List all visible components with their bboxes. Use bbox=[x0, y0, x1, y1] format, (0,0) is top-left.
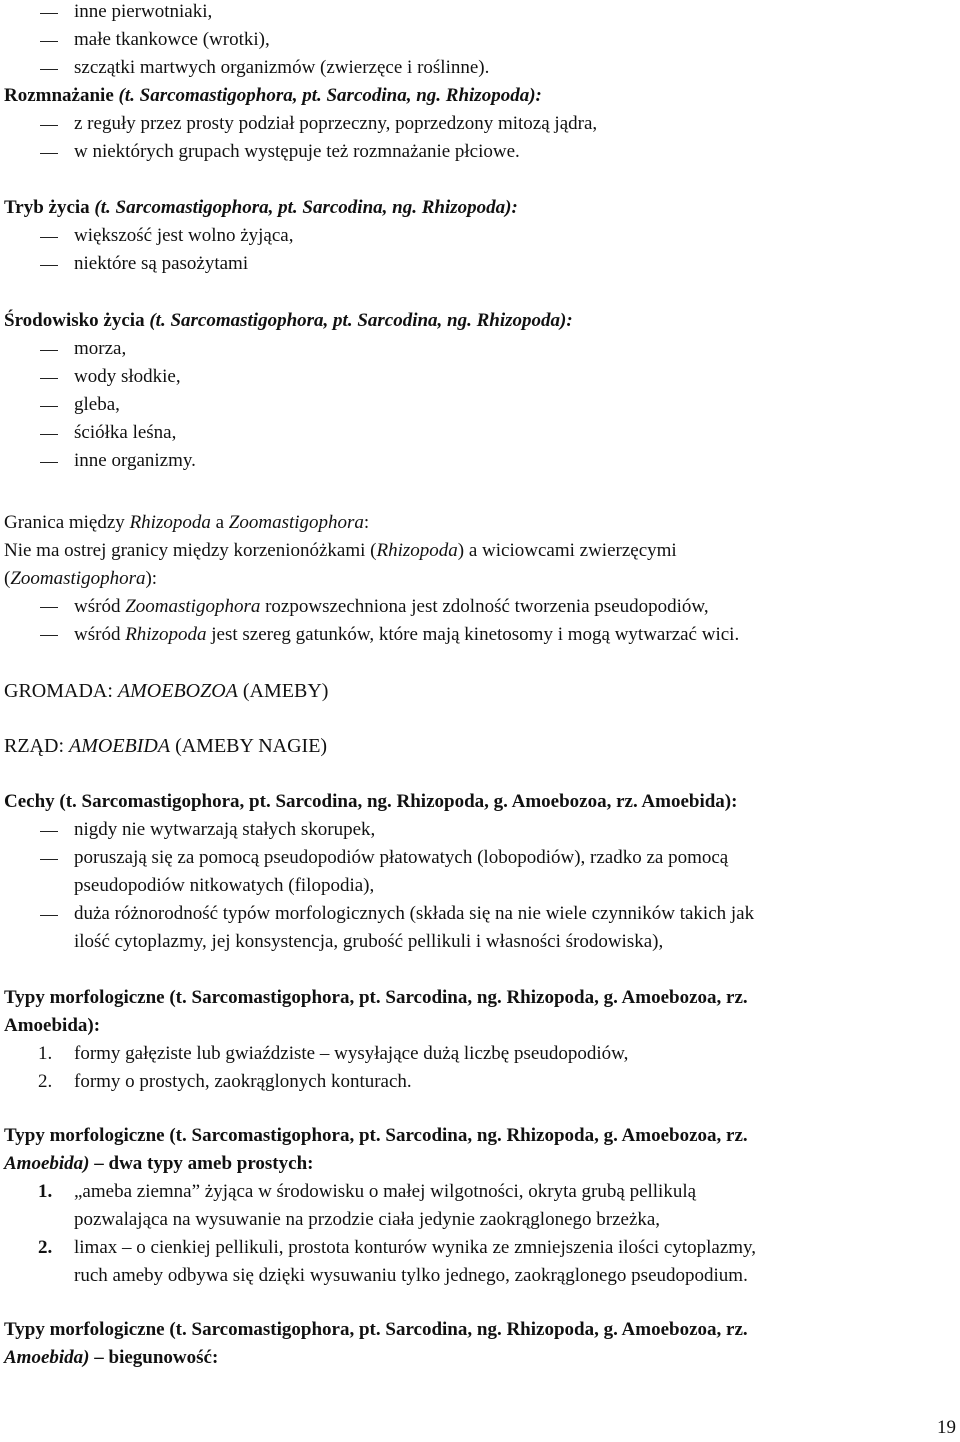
section-heading-cechy bbox=[4, 788, 944, 816]
list-item bbox=[74, 621, 944, 649]
heading-taxonomy: (t. Sarcomastigophora, pt. Sarcodina, ng. Rhizopoda): bbox=[94, 197, 518, 218]
dash-bullet bbox=[40, 607, 58, 608]
text: (AMEBY) bbox=[237, 680, 329, 702]
list-item: wody słodkie, bbox=[74, 366, 181, 387]
list-item: inne pierwotniaki, bbox=[74, 1, 213, 22]
heading-taxonomy: (t. Sarcomastigophora, pt. Sarcodina, ng. Rhizopoda, g. Amoebozoa, rz. bbox=[169, 1125, 748, 1146]
taxon-name: Zoomastigophora bbox=[125, 596, 261, 617]
dash-bullet bbox=[40, 831, 58, 832]
heading-taxonomy: (t. Sarcomastigophora, pt. Sarcodina, ng. Rhizopoda, g. Amoebozoa, rz. Amoebida): bbox=[59, 791, 738, 812]
taxon-name: Rhizopoda bbox=[376, 540, 458, 561]
dash-bullet bbox=[40, 41, 58, 42]
list-item: formy o prostych, zaokrąglonych konturach. bbox=[74, 1071, 412, 1092]
rzad-heading bbox=[4, 732, 944, 760]
taxon-name: AMOEBOZOA bbox=[117, 680, 238, 702]
paragraph-line bbox=[4, 537, 944, 565]
dash-bullet bbox=[40, 378, 58, 379]
section-heading-typy-2 bbox=[4, 1122, 944, 1150]
heading-text: : bbox=[363, 512, 370, 533]
dash-bullet bbox=[40, 237, 58, 238]
taxon-name: Rhizopoda bbox=[129, 512, 211, 533]
section-heading-granica bbox=[4, 509, 944, 537]
heading-label: Typy morfologiczne bbox=[4, 1319, 165, 1340]
list-item-continuation: pozwalająca na wysuwanie na przodzie ciała jedynie zaokrąglonego brzeżka, bbox=[74, 1209, 661, 1230]
paragraph-line bbox=[4, 565, 944, 593]
dash-bullet bbox=[40, 69, 58, 70]
section-heading-srodowisko bbox=[4, 307, 944, 335]
dash-bullet bbox=[40, 859, 58, 860]
page-number: 19 bbox=[937, 1417, 956, 1438]
list-item-continuation: ilość cytoplazmy, jej konsystencja, grubość pellikuli i własności środowiska), bbox=[74, 931, 664, 952]
heading-taxonomy: Amoebida): bbox=[4, 1015, 101, 1036]
heading-label: Typy morfologiczne bbox=[4, 987, 165, 1008]
dash-bullet bbox=[40, 915, 58, 916]
list-item: gleba, bbox=[74, 394, 120, 415]
dash-bullet bbox=[40, 125, 58, 126]
list-item: nigdy nie wytwarzają stałych skorupek, bbox=[74, 819, 376, 840]
dash-bullet bbox=[40, 462, 58, 463]
dash-bullet bbox=[40, 265, 58, 266]
list-item: „ameba ziemna” żyjąca w środowisku o małej wilgotności, okryta grubą pellikulą bbox=[74, 1181, 697, 1202]
heading-taxonomy: (t. Sarcomastigophora, pt. Sarcodina, ng. Rhizopoda): bbox=[149, 310, 573, 331]
taxon-name: Rhizopoda bbox=[125, 624, 207, 645]
taxon-name: AMOEBIDA bbox=[69, 735, 171, 757]
heading-label: Cechy bbox=[4, 791, 55, 812]
section-heading-typy-3 bbox=[4, 1316, 944, 1344]
list-item: inne organizmy. bbox=[74, 450, 196, 471]
dash-bullet bbox=[40, 406, 58, 407]
heading-text: a bbox=[210, 512, 229, 533]
list-number: 2. bbox=[38, 1071, 53, 1092]
list-item bbox=[74, 593, 944, 621]
heading-taxonomy: (t. Sarcomastigophora, pt. Sarcodina, ng. Rhizopoda, g. Amoebozoa, rz. bbox=[169, 987, 748, 1008]
dash-bullet bbox=[40, 153, 58, 154]
section-heading-rozmnazanie bbox=[4, 82, 944, 110]
text: wśród bbox=[74, 596, 126, 617]
taxon-name: Zoomastigophora bbox=[228, 512, 364, 533]
heading-label: Typy morfologiczne bbox=[4, 1125, 165, 1146]
section-heading-typy-1 bbox=[4, 984, 944, 1012]
heading-taxonomy: (t. Sarcomastigophora, pt. Sarcodina, ng. Rhizopoda, g. Amoebozoa, rz. bbox=[169, 1319, 748, 1340]
list-item: limax – o cienkiej pellikuli, prostota konturów wynika ze zmniejszenia ilości cytoplazmy, bbox=[74, 1237, 757, 1258]
text: Nie ma ostrej granicy między korzenionóżkami ( bbox=[4, 540, 377, 561]
list-item-continuation: pseudopodiów nitkowatych (filopodia), bbox=[74, 875, 375, 896]
text: (AMEBY NAGIE) bbox=[170, 735, 328, 757]
text: RZĄD: bbox=[4, 735, 69, 757]
dash-bullet bbox=[40, 350, 58, 351]
list-item: małe tkankowce (wrotki), bbox=[74, 29, 270, 50]
text: GROMADA: bbox=[4, 680, 118, 702]
dash-bullet bbox=[40, 13, 58, 14]
text: ) a wiciowcami zwierzęcymi bbox=[457, 540, 677, 561]
dash-bullet bbox=[40, 635, 58, 636]
heading-taxonomy: Amoebida) bbox=[4, 1347, 90, 1368]
list-item: w niektórych grupach występuje też rozmnażanie płciowe. bbox=[74, 141, 520, 162]
heading-taxonomy: (t. Sarcomastigophora, pt. Sarcodina, ng. Rhizopoda): bbox=[118, 85, 542, 106]
heading-label: Środowisko życia bbox=[4, 310, 145, 331]
list-number: 2. bbox=[38, 1237, 53, 1258]
gromada-heading bbox=[4, 677, 944, 705]
list-item: formy gałęziste lub gwiaździste – wysyłające dużą liczbę pseudopodiów, bbox=[74, 1043, 629, 1064]
heading-text: – dwa typy ameb prostych: bbox=[89, 1153, 314, 1174]
list-item: morza, bbox=[74, 338, 127, 359]
text: jest szereg gatunków, które mają kinetosomy i mogą wytwarzać wici. bbox=[206, 624, 740, 645]
list-item: większość jest wolno żyjąca, bbox=[74, 225, 294, 246]
list-item: poruszają się za pomocą pseudopodiów płatowatych (lobopodiów), rzadko za pomocą bbox=[74, 847, 729, 868]
heading-continuation bbox=[4, 1012, 944, 1040]
list-number: 1. bbox=[38, 1043, 53, 1064]
text: ( bbox=[4, 568, 11, 589]
list-item: niektóre są pasożytami bbox=[74, 253, 249, 274]
section-heading-tryb-zycia bbox=[4, 194, 944, 222]
list-item: szczątki martwych organizmów (zwierzęce i roślinne). bbox=[74, 57, 490, 78]
text: ): bbox=[145, 568, 158, 589]
heading-text: Granica między bbox=[4, 512, 130, 533]
heading-text: – biegunowość: bbox=[89, 1347, 219, 1368]
text: rozpowszechniona jest zdolność tworzenia pseudopodiów, bbox=[260, 596, 709, 617]
heading-taxonomy: Amoebida) bbox=[4, 1153, 90, 1174]
heading-label: Rozmnażanie bbox=[4, 85, 114, 106]
heading-label: Tryb życia bbox=[4, 197, 90, 218]
heading-continuation bbox=[4, 1344, 944, 1372]
list-item-continuation: ruch ameby odbywa się dzięki wysuwaniu tylko jednego, zaokrąglonego pseudopodium. bbox=[74, 1265, 748, 1286]
list-number: 1. bbox=[38, 1181, 53, 1202]
list-item: duża różnorodność typów morfologicznych (składa się na nie wiele czynników takich jak bbox=[74, 903, 755, 924]
dash-bullet bbox=[40, 434, 58, 435]
text: wśród bbox=[74, 624, 126, 645]
taxon-name: Zoomastigophora bbox=[10, 568, 146, 589]
list-item: ściółka leśna, bbox=[74, 422, 177, 443]
heading-continuation bbox=[4, 1150, 944, 1178]
list-item: z reguły przez prosty podział poprzeczny, poprzedzony mitozą jądra, bbox=[74, 113, 598, 134]
